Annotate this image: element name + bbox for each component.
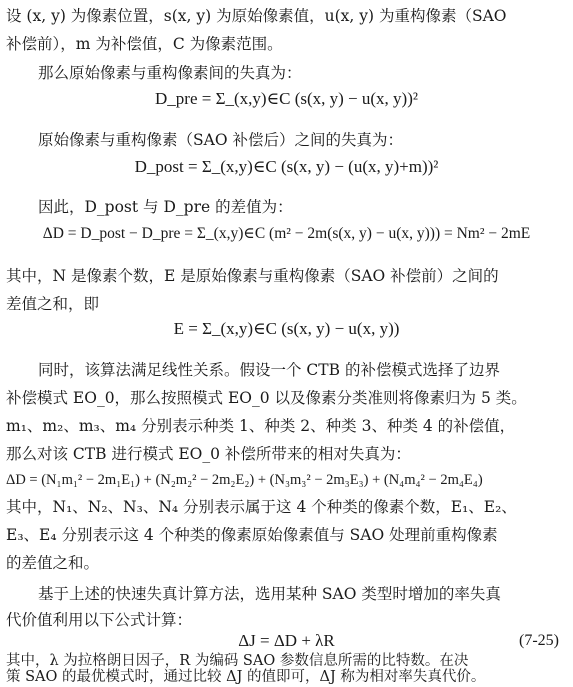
equation-d-post [0, 156, 573, 192]
paragraph-line: 那么原始像素与重构像素间的失真为： [38, 64, 302, 82]
equation-e [0, 318, 573, 354]
paragraph-line: 原始像素与重构像素（SAO 补偿后）之间的失真为： [38, 131, 403, 149]
equation-delta-d [0, 223, 573, 259]
equation-number: (7-25) [519, 632, 559, 649]
equation-text: D_pre = Σ_(x,y)∈C (s(x, y) − u(x, y))² [155, 89, 418, 108]
paragraph-line: 的差值之和。 [6, 554, 100, 572]
equation-text: ΔJ = ΔD + λR [238, 631, 335, 650]
paragraph-line: 其中，λ 为拉格朗日因子，R 为编码 SAO 参数信息所需的比特数。在决 [6, 653, 469, 669]
paragraph-line: 策 SAO 的最优模式时，通过比较 ΔJ 的值即可，ΔJ 称为相对率失真代价。 [6, 669, 486, 685]
equation-delta-d-sum [6, 469, 573, 491]
paragraph-line: 设 (x, y) 为像素位置，s(x, y) 为原始像素值，u(x, y) 为重构像素（SAO [6, 7, 507, 25]
paragraph-line: E₃、E₄ 分别表示这 4 个种类的像素原始像素值与 SAO 处理前重构像素 [6, 526, 498, 544]
paragraph-line: 基于上述的快速失真计算方法，选用某种 SAO 类型时增加的率失真 [38, 585, 501, 603]
equation-text: E = Σ_(x,y)∈C (s(x, y) − u(x, y)) [173, 319, 400, 338]
equation-text: D_post = Σ_(x,y)∈C (s(x, y) − (u(x, y)+m))² [134, 157, 439, 176]
paragraph-line: m₁、m₂、m₃、m₄ 分别表示种类 1、种类 2、种类 3、种类 4 的补偿值， [6, 417, 516, 435]
paragraph-line: 因此，D_post 与 D_pre 的差值为： [38, 198, 293, 216]
paragraph-line: 代价值利用以下公式计算： [6, 611, 193, 629]
paragraph-line: 补偿模式 EO_0，那么按照模式 EO_0 以及像素分类准则将像素归为 5 类。 [6, 389, 527, 407]
paragraph-line: 那么对该 CTB 进行模式 EO_0 补偿所带来的相对失真为： [6, 445, 411, 463]
paragraph-line: 其中，N₁、N₂、N₃、N₄ 分别表示属于这 4 个种类的像素个数，E₁、E₂、 [6, 498, 517, 516]
paragraph-line: 其中，N 是像素个数，E 是原始像素与重构像素（SAO 补偿前）之间的 [6, 267, 499, 285]
paragraph-line: 补偿前），m 为补偿值，C 为像素范围。 [6, 35, 283, 53]
equation-delta-j [0, 630, 573, 652]
equation-d-pre [0, 88, 573, 124]
paragraph-line: 同时，该算法满足线性关系。假设一个 CTB 的补偿模式选择了边界 [38, 361, 500, 379]
equation-text: ΔD = D_post − D_pre = Σ_(x,y)∈C (m² − 2m(s(x, y) − u(x, y))) = Nm² − 2mE [42, 225, 531, 242]
paragraph-line: 差值之和，即 [6, 295, 100, 313]
equation-text: ΔD = (N₁m₁² − 2m₁E₁) + (N₂m₂² − 2m₂E₂) + (N₃m₃² − 2m₃E₃) + (N₄m₄² − 2m₄E₄) [6, 472, 483, 488]
